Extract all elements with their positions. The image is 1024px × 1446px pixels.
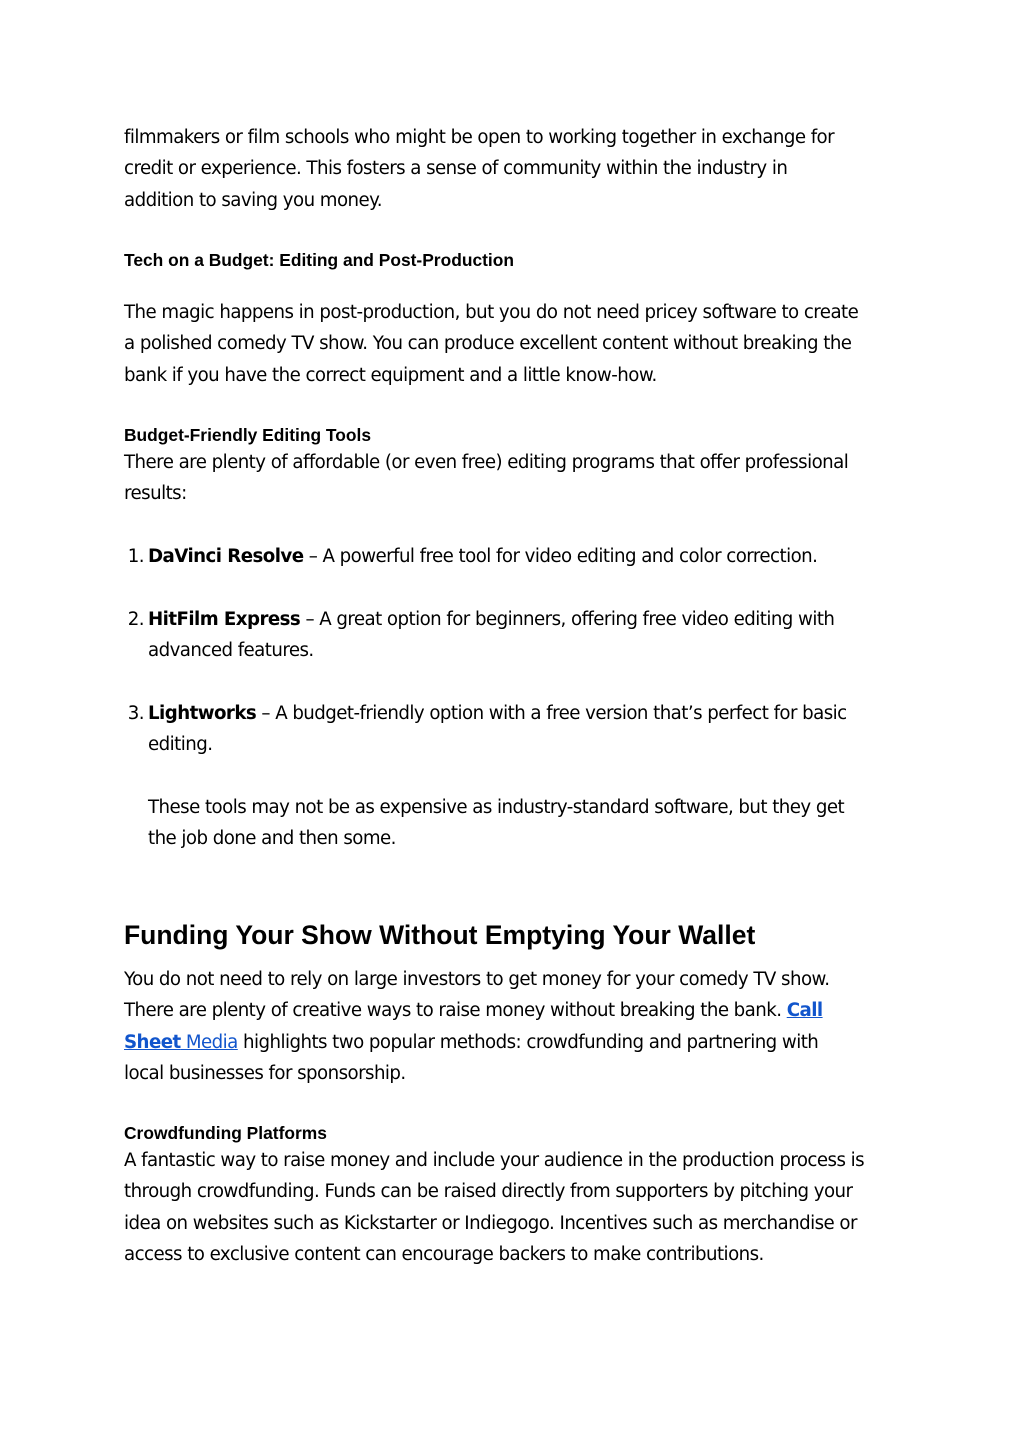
tools-note-line-2: the job done and then some. bbox=[148, 828, 396, 850]
funding-heading: Funding Your Show Without Emptying Your Wallet bbox=[124, 920, 756, 950]
list-item-number: 3. bbox=[127, 703, 144, 724]
tech-paragraph bbox=[124, 297, 858, 391]
list-item bbox=[127, 698, 904, 761]
crowdfunding-line-2: through crowdfunding. Funds can be raised directly from supporters by pitching your bbox=[124, 1181, 853, 1203]
link-text-sheet: Sheet bbox=[124, 1031, 181, 1053]
crowdfunding-paragraph bbox=[124, 1145, 864, 1270]
tech-line-2: a polished comedy TV show. You can produce excellent content without breaking the bbox=[124, 333, 852, 355]
tools-heading: Budget-Friendly Editing Tools bbox=[124, 425, 371, 445]
list-item bbox=[127, 604, 904, 667]
tools-note bbox=[148, 792, 904, 855]
tool-name: Lightworks bbox=[148, 703, 257, 724]
call-sheet-media-link[interactable] bbox=[787, 1000, 823, 1021]
call-sheet-media-link-continued[interactable] bbox=[124, 1032, 238, 1053]
tool-description-continued: editing. bbox=[148, 734, 213, 756]
tools-intro-paragraph bbox=[124, 447, 848, 510]
list-item-number: 1. bbox=[127, 546, 144, 567]
list-item-number: 2. bbox=[127, 609, 144, 630]
crowdfunding-line-1: A fantastic way to raise money and include your audience in the production process is bbox=[124, 1150, 865, 1171]
crowdfunding-line-4: access to exclusive content can encourage backers to make contributions. bbox=[124, 1243, 764, 1265]
tools-intro-line-2: results: bbox=[124, 483, 187, 505]
crowdfunding-heading: Crowdfunding Platforms bbox=[124, 1123, 327, 1143]
tech-line-1: The magic happens in post-production, but you do not need pricey software to create bbox=[124, 302, 859, 323]
tool-name: DaVinci Resolve bbox=[148, 546, 304, 567]
crowdfunding-line-3: idea on websites such as Kickstarter or Indiegogo. Incentives such as merchandise or bbox=[124, 1212, 857, 1234]
tool-description: – A powerful free tool for video editing and color correction. bbox=[303, 546, 818, 567]
tool-description: – A budget-friendly option with a free version that’s perfect for basic bbox=[256, 703, 847, 724]
tech-line-3: bank if you have the correct equipment and a little know-how. bbox=[124, 364, 657, 386]
tool-name: HitFilm Express bbox=[148, 609, 301, 630]
tool-description: – A great option for beginners, offering free video editing with bbox=[300, 609, 835, 630]
list-item bbox=[127, 541, 904, 572]
tools-intro-line-1: There are plenty of affordable (or even free) editing programs that offer professional bbox=[124, 452, 849, 473]
link-text-call: Call bbox=[786, 1000, 823, 1022]
intro-paragraph bbox=[124, 122, 834, 216]
funding-line-1: You do not need to rely on large investors to get money for your comedy TV show. bbox=[124, 969, 830, 990]
funding-line-4: local businesses for sponsorship. bbox=[124, 1062, 406, 1084]
intro-line-1: filmmakers or film schools who might be open to working together in exchange for bbox=[124, 127, 835, 148]
tech-heading: Tech on a Budget: Editing and Post-Production bbox=[124, 250, 514, 270]
intro-line-2: credit or experience. This fosters a sense of community within the industry in bbox=[124, 158, 788, 180]
intro-line-3: addition to saving you money. bbox=[124, 189, 382, 211]
tools-note-line-1: These tools may not be as expensive as industry-standard software, but they get bbox=[148, 797, 845, 818]
link-text-media: Media bbox=[180, 1031, 238, 1053]
funding-line-3: highlights two popular methods: crowdfunding and partnering with bbox=[237, 1031, 819, 1053]
funding-line-2: There are plenty of creative ways to raise money without breaking the bank. bbox=[124, 1000, 787, 1022]
funding-paragraph bbox=[124, 964, 829, 1089]
tool-description-continued: advanced features. bbox=[148, 640, 314, 662]
